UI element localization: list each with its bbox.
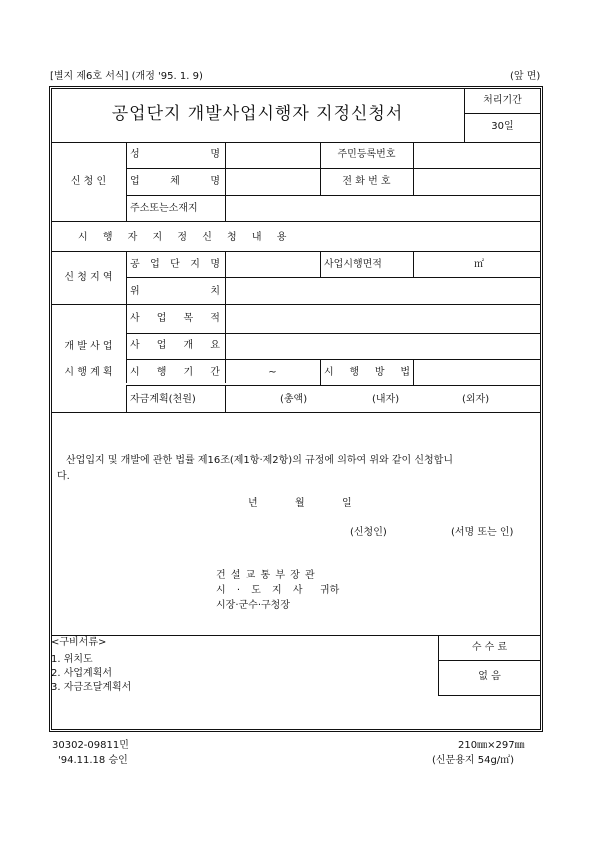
overview-label: 사 업 개 요 — [130, 340, 220, 351]
form-number: [별지 제6호 서식] (개정 '95. 1. 9) — [50, 71, 203, 82]
project-area-label: 사업시행면적 — [324, 259, 382, 270]
company-name-field[interactable] — [228, 171, 318, 193]
applicant-section-label: 신 청 인 — [70, 176, 107, 187]
approval-date: '94.11.18 승인 — [58, 755, 128, 766]
method-field[interactable] — [416, 362, 538, 383]
paper-size: 210㎜×297㎜ — [458, 740, 525, 751]
fee-value: 없 음 — [478, 671, 501, 682]
signature-label: (서명 또는 인) — [451, 527, 514, 538]
location-label: 위 치 — [130, 286, 220, 297]
document-item: 1. 위치도 — [51, 654, 93, 665]
location-field[interactable] — [228, 280, 538, 302]
document-item: 2. 사업계획서 — [51, 668, 113, 679]
purpose-label: 사 업 목 적 — [130, 313, 220, 324]
method-label: 시 행 방 법 — [324, 367, 410, 378]
document-item: 3. 자금조달계획서 — [51, 682, 132, 693]
resident-number-label: 주민등록번호 — [337, 149, 396, 160]
declaration-text-end: 다. — [57, 471, 70, 482]
recipient-governor: 시 · 도 지 사 — [216, 585, 307, 596]
applicant-sign-label: (신청인) — [350, 527, 387, 538]
purpose-field[interactable] — [228, 307, 538, 331]
required-documents-heading: <구비서류> — [51, 637, 107, 648]
resident-number-field[interactable] — [416, 145, 538, 166]
paper-type: (신문용지 54g/㎡) — [432, 755, 515, 766]
front-side-label: (앞 면) — [510, 71, 541, 82]
name-label: 성 명 — [130, 149, 220, 160]
overview-field[interactable] — [228, 335, 538, 357]
name-field[interactable] — [228, 145, 318, 166]
funding-foreign: (외자) — [462, 394, 490, 405]
period-label: 시 행 기 간 — [130, 367, 220, 378]
project-section-label-2: 시 행 계 획 — [64, 367, 113, 378]
company-name-label: 업 체 명 — [130, 176, 220, 187]
processing-period-value: 30일 — [491, 121, 514, 132]
area-unit: ㎡ — [474, 259, 484, 270]
project-section-label-1: 개 발 사 업 — [64, 341, 113, 352]
declaration-text: 산업입지 및 개발에 관한 법률 제16조(제1항·제2항)의 규정에 의하여 위와 같이 신청합니 — [66, 455, 453, 466]
funding-total: (총액) — [280, 394, 308, 405]
content-heading: 시 행 자 지 정 신 청 내 용 — [78, 232, 293, 243]
recipient-minister: 건 설 교 통 부 장 관 — [216, 570, 316, 581]
year-label: 년 — [248, 498, 258, 509]
address-field[interactable] — [228, 198, 538, 219]
month-label: 월 — [295, 498, 305, 509]
fee-label: 수 수 료 — [471, 642, 508, 653]
complex-name-field[interactable] — [228, 254, 318, 275]
form-code: 30302-09811민 — [52, 740, 129, 751]
form-title: 공업단지 개발사업시행자 지정신청서 — [111, 104, 404, 124]
processing-period-label: 처리기간 — [483, 95, 522, 106]
project-area-field[interactable] — [416, 254, 471, 275]
day-label: 일 — [342, 498, 352, 509]
period-tilde: ~ — [268, 367, 277, 378]
complex-name-label: 공 업 단 지 명 — [130, 259, 220, 270]
recipient-mayor: 시장·군수·구청장 — [216, 600, 290, 611]
funding-domestic: (내자) — [372, 394, 400, 405]
area-section-label: 신 청 지 역 — [64, 272, 113, 283]
recipient-suffix: 귀하 — [320, 585, 340, 596]
phone-label: 전 화 번 호 — [342, 176, 391, 187]
phone-field[interactable] — [416, 171, 538, 193]
address-label: 주소또는소재지 — [130, 203, 198, 214]
funding-label: 자금계획(천원) — [130, 394, 196, 405]
